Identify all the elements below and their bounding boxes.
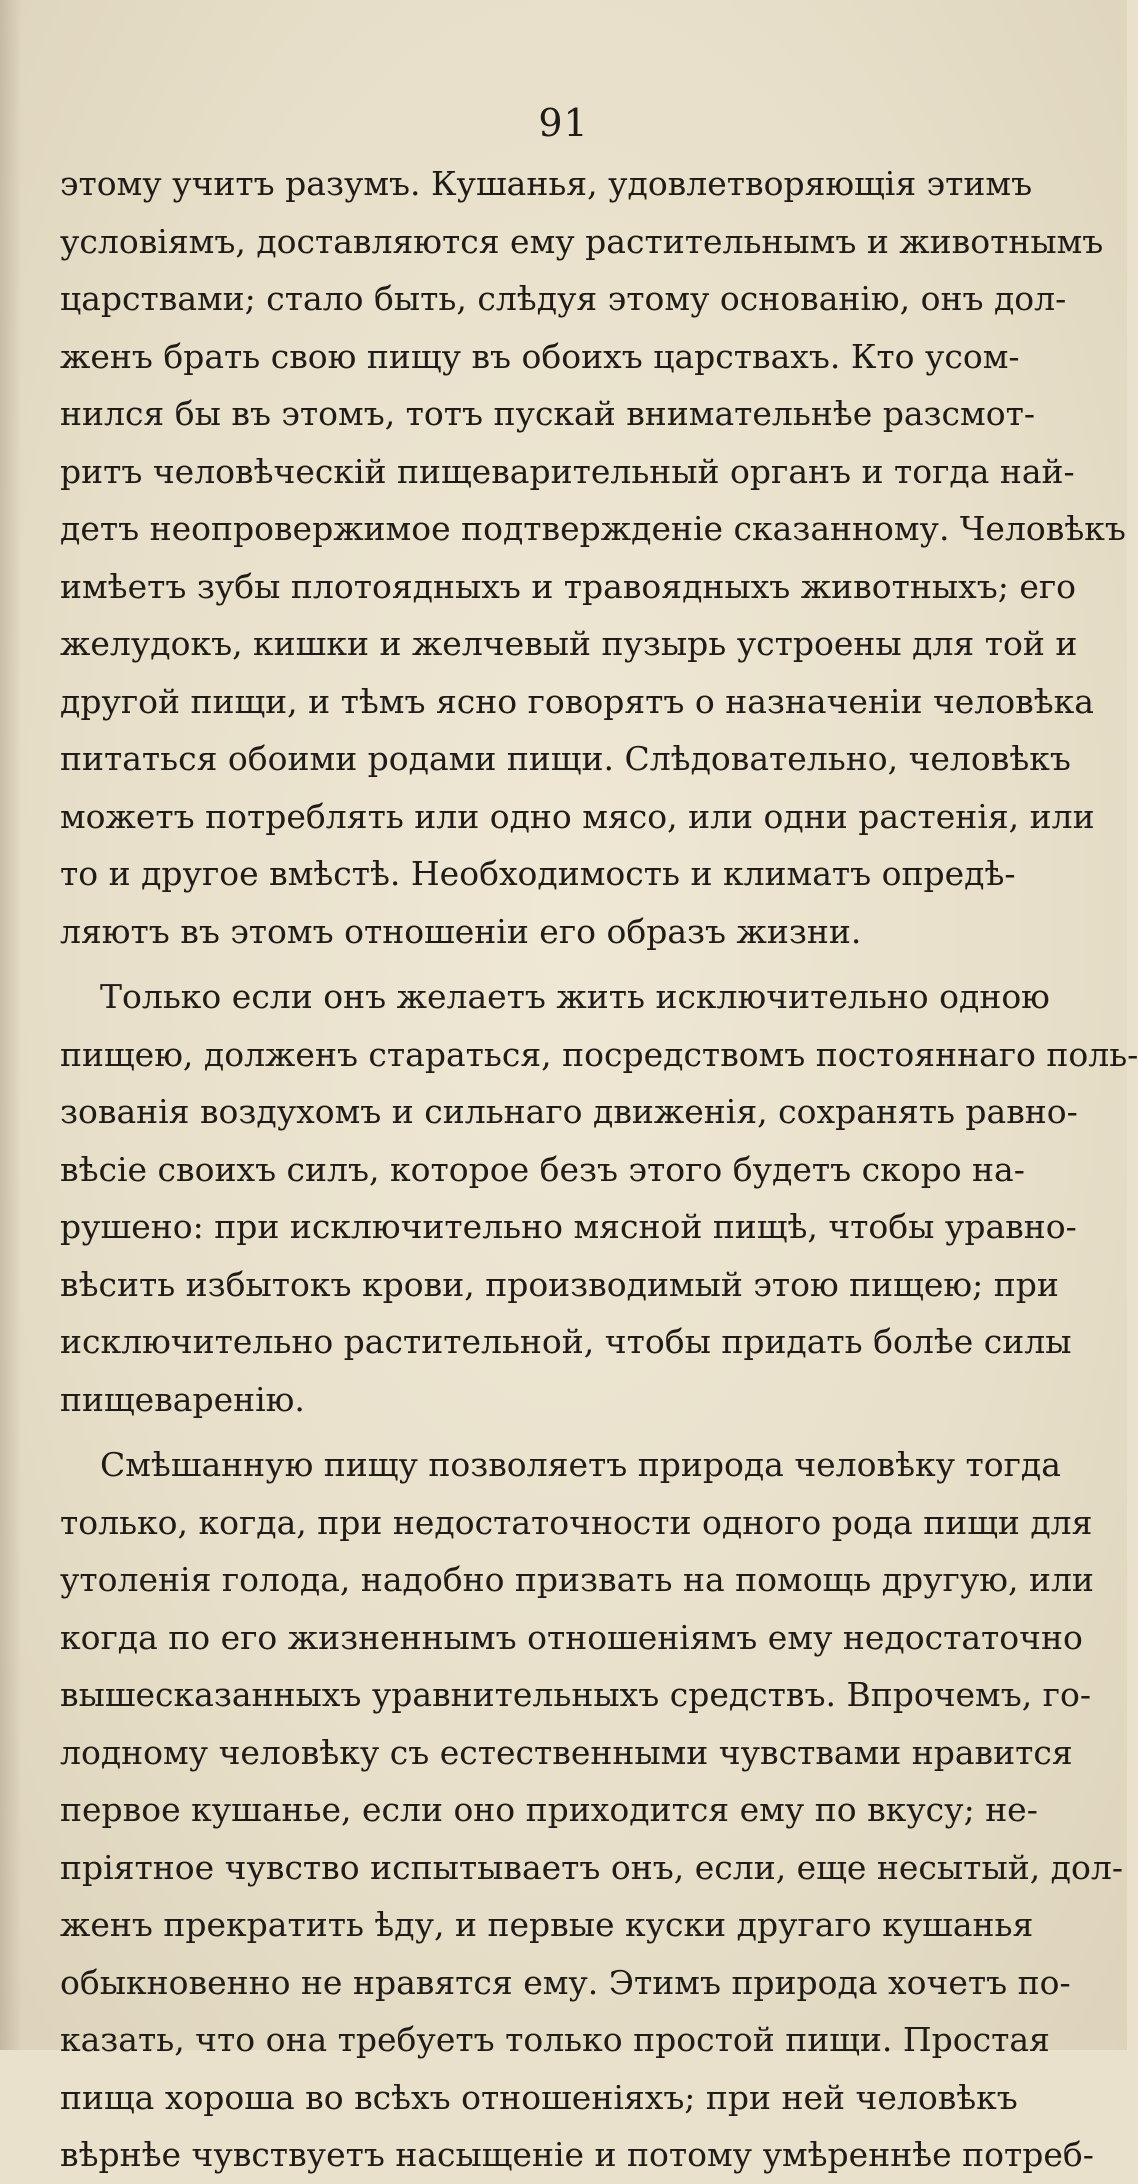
text-line: вѣрнѣе чувствуетъ насыщеніе и потому умѣреннѣе потреб- (60, 2135, 1094, 2174)
text-line: зованія воздухомъ и сильнаго движенія, сохранять равно- (60, 1092, 1078, 1131)
page-number: 91 (538, 101, 589, 145)
paragraph-gap (60, 960, 996, 968)
text-line: Только если онъ желаетъ жить исключительно одною (100, 977, 1050, 1016)
text-line: утоленія голода, надобно призвать на помощь другую, или (60, 1560, 1094, 1599)
text-line: вышесказанныхъ уравнительныхъ средствъ. Впрочемъ, го- (60, 1675, 1091, 1714)
text-line: казать, что она требуетъ только простой пищи. Простая (60, 2020, 1050, 2059)
text-line: имѣетъ зубы плотоядныхъ и травоядныхъ животныхъ; его (60, 566, 1077, 606)
paragraph-2 (60, 968, 1138, 1428)
text-line: исключительно растительной, чтобы придать болѣе силы (60, 1322, 1072, 1361)
text-line: пищеваренію. (60, 1379, 305, 1419)
text-line: желудокъ, кишки и желчевый пузырь устроены для той и (60, 624, 1078, 663)
text-line: условіямъ, доставляются ему растительнымъ и животнымъ (60, 221, 1104, 261)
page-gutter-shadow (0, 0, 22, 2050)
text-line: когда по его жизненнымъ отношеніямъ ему недостаточно (60, 1617, 1083, 1657)
text-line: женъ брать свою пищу въ обоихъ царствахъ. Кто усом- (60, 336, 1020, 376)
paragraph-gap (60, 1428, 996, 1436)
text-line: питаться обоими родами пищи. Слѣдовательно, человѣкъ (60, 739, 1071, 778)
text-line: лодному человѣку съ естественными чувствами нравится (60, 1732, 1073, 1772)
text-line: ляютъ въ этомъ отношеніи его образъ жизни. (60, 911, 862, 951)
paragraph-3 (60, 1436, 1123, 2184)
text-line: пища хороша во всѣхъ отношеніяхъ; при ней человѣкъ (60, 2077, 1018, 2117)
text-line: рушено: при исключительно мясной пищѣ, чтобы уравно- (60, 1207, 1077, 1246)
text-line: Смѣшанную пищу позволяетъ природа человѣку тогда (100, 1445, 1061, 1484)
text-line: пріятное чувство испытываетъ онъ, если, еще несытый, дол- (60, 1847, 1123, 1887)
text-line: обыкновенно не нравятся ему. Этимъ природа хочетъ по- (60, 1962, 1071, 2002)
text-line: другой пищи, и тѣмъ ясно говорятъ о назначеніи человѣка (60, 681, 1094, 721)
text-line: ритъ человѣческій пищеварительный органъ и тогда най- (60, 451, 1075, 491)
body-text (60, 155, 1138, 2184)
text-line: то и другое вмѣстѣ. Необходимость и климатъ опредѣ- (60, 854, 1016, 893)
text-line: царствами; стало быть, слѣдуя этому основанію, онъ дол- (60, 279, 1067, 318)
text-line: первое кушанье, если оно приходится ему по вкусу; не- (60, 1790, 1038, 1829)
text-line: можетъ потреблять или одно мясо, или одни растенія, или (60, 796, 1095, 836)
text-line: только, когда, при недостаточности одного рода пищи для (60, 1502, 1093, 1542)
text-line: женъ прекратить ѣду, и первые куски другаго кушанья (60, 1905, 1034, 1944)
text-line: вѣсить избытокъ крови, производимый этою пищею; при (60, 1264, 1059, 1304)
paragraph-1 (60, 155, 1126, 960)
text-line: пищею, долженъ стараться, посредствомъ постояннаго поль- (60, 1034, 1138, 1074)
text-line: вѣсіе своихъ силъ, которое безъ этого будетъ скоро на- (60, 1149, 1025, 1189)
text-line: нился бы въ этомъ, тотъ пускай внимательнѣе разсмот- (60, 394, 1035, 433)
text-line: этому учитъ разумъ. Кушанья, удовлетворяющія этимъ (60, 164, 1033, 203)
text-line: детъ неопровержимое подтвержденіе сказанному. Человѣкъ (60, 509, 1126, 548)
